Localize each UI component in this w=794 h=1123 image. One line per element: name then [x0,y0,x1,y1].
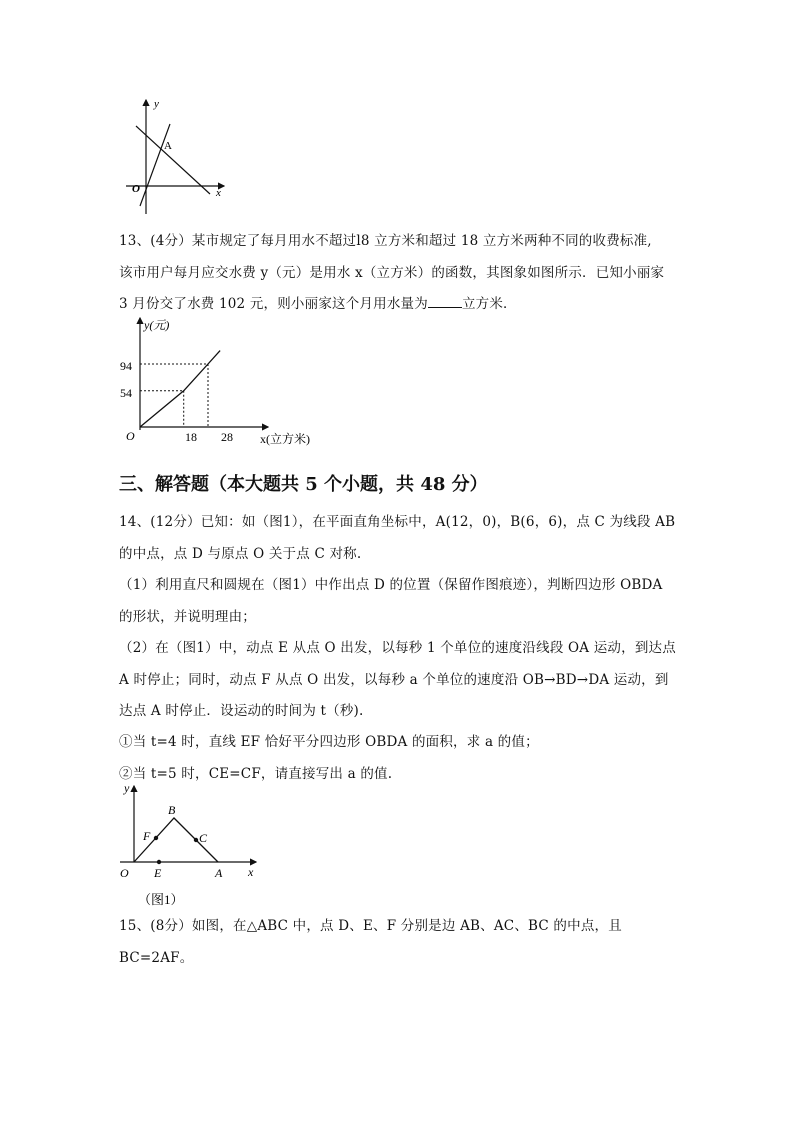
q13-line-2: 该市用户每月应交水费 y（元）是用水 x（立方米）的函数，其图象如图所示．已知小丽家 [119,265,665,281]
answer-blank [428,295,462,308]
origin-label: O [132,183,140,195]
section-heading: 三、解答题（本大题共 5 个小题，共 48 分） [119,474,488,495]
q14-line-6: A 时停止；同时，动点 F 从点 O 出发，以每秒 a 个单位的速度沿 OB→BD→DA 运动，到 [119,672,669,688]
q14-line-1: 14、(12分）已知：如（图1），在平面直角坐标中，A(12，0)，B(6，6)，点 C 为线段 AB [119,514,676,530]
origin-label: O [126,429,135,443]
tick-label-18: 18 [185,430,197,444]
tick-label-94: 94 [120,359,132,373]
point-a-label: A [164,140,172,152]
q12-figure [118,96,233,218]
x-axis-label: x [248,865,254,879]
q14-line-5: （2）在（图1）中，动点 E 从点 O 出发，以每秒 1 个单位的速度沿线段 OA 运动，到达点 [119,640,676,656]
point-e-label: E [154,866,162,880]
falling-line [136,126,210,194]
point-e-dot [157,860,161,864]
q14-line-9: ②当 t=5 时，CE=CF，请直接写出 a 的值. [119,766,393,782]
q14-line-7: 达点 A 时停止．设运动的时间为 t（秒). [119,703,364,719]
q14-line-4: 的形状，并说明理由； [119,609,256,625]
q13-line-1: 13、(4分）某市规定了每月用水不超过l8 立方米和超过 18 立方米两种不同的收费标准, [119,233,652,249]
figure-caption: （图1） [138,892,184,907]
point-f-label: F [143,829,151,843]
q14-line-3: （1）利用直尺和圆规在（图1）中作出点 D 的位置（保留作图痕迹），判断四边形 OBDA [119,577,663,593]
point-c-dot [194,838,198,842]
q14-line-2: 的中点，点 D 与原点 O 关于点 C 对称. [119,546,362,562]
x-axis-label: x(立方米) [260,432,310,446]
point-f-dot [154,836,158,840]
q15-line-2: BC=2AF。 [119,950,194,966]
q13-figure [118,312,338,448]
q13-line-3 [119,292,517,312]
origin-label: O [120,866,129,880]
y-axis-label: y [154,98,159,110]
x-axis-label: x [216,187,221,199]
q13-line-3-end: 立方米． [461,296,517,312]
q15-line-1: 15、(8分）如图，在△ABC 中，点 D、E、F 分别是边 AB、AC、BC 的中点，且 [119,918,622,934]
point-a-label: A [215,866,223,880]
q14-figure-1 [116,780,266,912]
y-axis-label: y(元) [144,318,170,332]
y-axis-label: y [124,781,130,795]
tick-label-28: 28 [221,430,233,444]
steep-line [140,124,170,206]
point-c-label: C [199,831,208,845]
point-b-label: B [168,803,176,817]
tick-label-54: 54 [120,386,132,400]
q13-line-3-text: 3 月份交了水费 102 元，则小丽家这个月用水量为 [119,296,428,312]
q14-line-8: ①当 t=4 时，直线 EF 恰好平分四边形 OBDA 的面积，求 a 的值； [119,734,539,750]
